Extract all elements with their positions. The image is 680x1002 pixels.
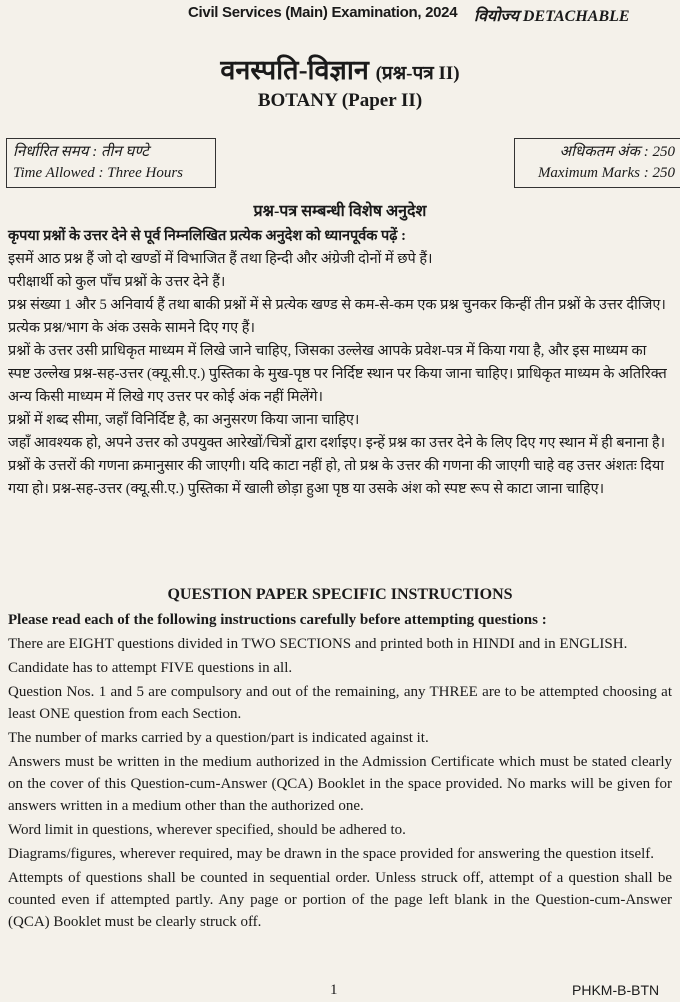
hindi-title-sub: (प्रश्न-पत्र II) [375,63,460,84]
hindi-instruction-item: प्रश्न संख्या 1 और 5 अनिवार्य हैं तथा बाकी प्रश्नों में से प्रत्येक खण्ड से कम-से-कम एक प्रश्न चुनकर किन्हीं तीन प्रश्नों के उत्तर दीजिए। [8,297,666,313]
time-allowed-box [6,138,216,188]
hindi-instructions-lead: कृपया प्रश्नों के उत्तर देने से पूर्व निम्नलिखित प्रत्येक अनुदेश को ध्यानपूर्वक पढ़ें : [8,228,406,244]
english-instruction-item: Question Nos. 1 and 5 are compulsory and out of the remaining, any THREE are to be attempted choosing at least ONE question from each Section. [8,684,672,722]
english-instructions-heading: QUESTION PAPER SPECIFIC INSTRUCTIONS [167,586,513,603]
hindi-title-main: वनस्पति-विज्ञान [220,55,369,85]
page-number: 1 [330,982,338,998]
detachable-label: वियोज्य DETACHABLE [474,8,630,25]
hindi-instruction-item: प्रश्नों के उत्तरों की गणना क्रमानुसार की जाएगी। यदि काटा नहीं हो, तो प्रश्न के उत्तर की गणना की जाएगी चाहे वह उत्तर अंशतः दिया गया हो। प्रश्न-सह-उत्तर (क्यू.सी.ए.) पुस्तिका में खाली छोड़ा हुआ पृष्ठ या उसके अंश को स्पष्ट रूप से काटा जाना चाहिए। [8,458,665,497]
english-instructions [8,609,672,933]
english-instructions-lead: Please read each of the following instructions carefully before attempting questions : [8,612,547,628]
hindi-instruction-item: प्रत्येक प्रश्न/भाग के अंक उसके सामने दिए गए हैं। [8,320,256,336]
hindi-instruction-item: प्रश्नों के उत्तर उसी प्राधिकृत माध्यम में लिखे जाने चाहिए, जिसका उल्लेख आपके प्रवेश-पत्र में किया गया है, और इस माध्यम का स्पष्ट उल्लेख प्रश्न-सह-उत्तर (क्यू.सी.ए.) पुस्तिका के मुख-पृष्ठ पर निर्दिष्ट स्थान पर किया जाना चाहिए। प्राधिकृत माध्यम के अतिरिक्त अन्य किसी माध्यम में लिखे गए उत्तर पर कोई अंक नहीं मिलेंगे। [8,343,667,405]
hindi-instruction-item: इसमें आठ प्रश्न हैं जो दो खण्डों में विभाजित हैं तथा हिन्दी और अंग्रेजी दोनों में छपे हैं। [8,251,433,267]
hindi-instructions [8,225,672,501]
english-title: BOTANY (Paper II) [257,90,423,111]
english-instruction-item: Word limit in questions, wherever specified, should be adhered to. [8,822,406,838]
hindi-title [0,50,680,87]
english-instruction-item: Answers must be written in the medium authorized in the Admission Certificate which must be stated clearly on the cover of this Question-cum-Answer (QCA) Booklet in the space provided. No marks will be given for answers written in a medium other than the authorized one. [8,754,672,814]
english-instruction-item: Candidate has to attempt FIVE questions in all. [8,660,293,676]
maximum-marks-english: Maximum Marks : 250 [537,165,675,181]
time-allowed-hindi: निर्धारित समय : तीन घण्टे [13,144,149,160]
english-instruction-item: There are EIGHT questions divided in TWO SECTIONS and printed both in HINDI and in ENGLISH. [8,636,628,652]
english-instruction-item: Diagrams/figures, wherever required, may be drawn in the space provided for answering the question itself. [8,846,655,862]
hindi-instructions-heading: प्रश्न-पत्र सम्बन्धी विशेष अनुदेश [253,203,427,220]
hindi-instruction-item: प्रश्नों में शब्द सीमा, जहाँ विनिर्दिष्ट है, का अनुसरण किया जाना चाहिए। [8,412,360,428]
english-instruction-item: The number of marks carried by a question/part is indicated against it. [8,730,429,746]
hindi-instruction-item: परीक्षार्थी को कुल पाँच प्रश्नों के उत्तर देने हैं। [8,274,226,290]
maximum-marks-hindi: अधिकतम अंक : 250 [559,144,675,160]
hindi-instruction-item: जहाँ आवश्यक हो, अपने उत्तर को उपयुक्त आरेखों/चित्रों द्वारा दर्शाइए। इन्हें प्रश्न का उत्तर देने के लिए दिए गए स्थान में ही बनाना है। [8,435,666,451]
maximum-marks-box [514,138,680,188]
paper-code: PHKM-B-BTN [572,982,660,998]
english-instruction-item: Attempts of questions shall be counted in sequential order. Unless struck off, attempt of a question shall be counted even if attempted partly. Any page or portion of the page left blank in the Question-cum-Answer (QCA) Booklet must be clearly struck off. [8,870,672,930]
time-allowed-english: Time Allowed : Three Hours [13,165,184,181]
exam-name: Civil Services (Main) Examination, 2024 [188,4,458,21]
